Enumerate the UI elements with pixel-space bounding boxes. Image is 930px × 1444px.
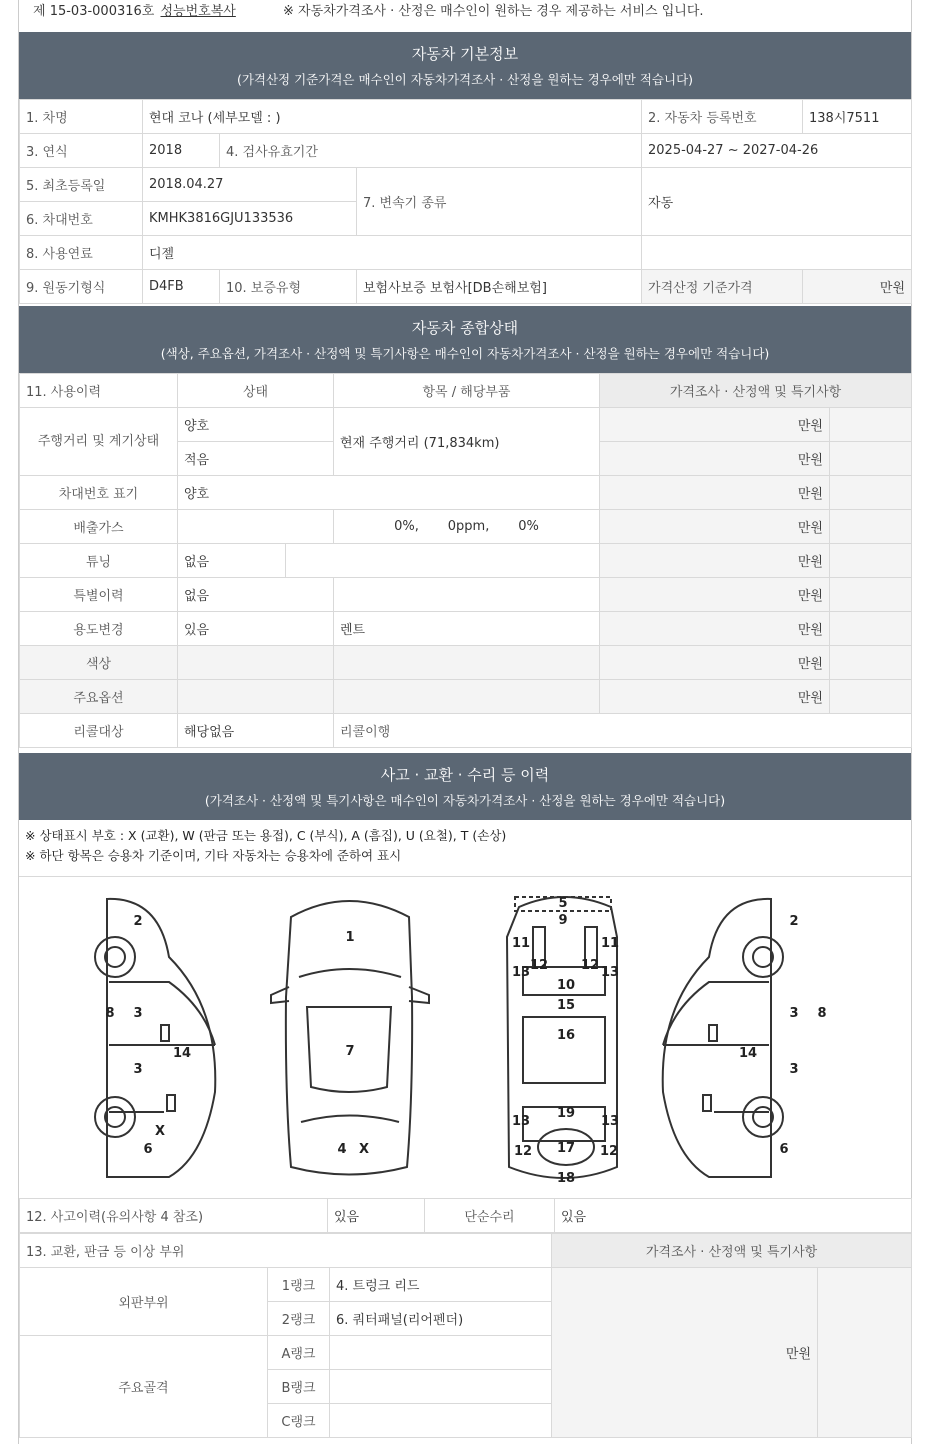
diagram-label-14: 14 [172, 1046, 192, 1061]
diagram-label-18: 18 [556, 1171, 576, 1186]
diagram-label-14r: 14 [738, 1046, 758, 1061]
status-symbol-notes [25, 826, 506, 866]
rank-a-value [330, 1336, 552, 1370]
diagram-label-17: 17 [556, 1141, 576, 1156]
diagram-label-12c: 12 [513, 1144, 533, 1159]
diagram-label-3b: 3 [133, 1062, 143, 1077]
overall-status-header [19, 306, 911, 373]
special-history-note [830, 578, 912, 612]
fuel-value: 디젤 [143, 236, 642, 270]
diagram-label-12d: 12 [599, 1144, 619, 1159]
usage-change-price: 만원 [600, 612, 830, 646]
vin-mark-label: 차대번호 표기 [20, 476, 178, 510]
diagram-label-6r: 6 [779, 1142, 789, 1157]
main-options-label: 주요옵션 [20, 680, 178, 714]
transmission-value: 자동 [642, 168, 912, 236]
diagram-label-16: 16 [556, 1028, 576, 1043]
year-value: 2018 [143, 134, 220, 168]
mileage-note-2 [830, 442, 912, 476]
diagram-label-12b: 12 [580, 958, 600, 973]
vin-value: KMHK3816GJU133536 [143, 202, 357, 236]
tuning-label: 튜닝 [20, 544, 178, 578]
emission-item: 0%, 0ppm, 0% [334, 510, 600, 544]
diagram-label-13c: 13 [511, 1114, 531, 1129]
replaced-parts-label: 13. 교환, 판금 등 이상 부위 [20, 1234, 552, 1268]
simple-repair-value: 있음 [555, 1199, 912, 1233]
replaced-parts-price-header: 가격조사 · 산정액 및 특기사항 [552, 1234, 912, 1268]
rank-b-label: B랭크 [268, 1370, 330, 1404]
mileage-note-1 [830, 408, 912, 442]
diagram-label-8r: 8 [817, 1006, 827, 1021]
rank-c-value [330, 1404, 552, 1438]
rank-2-value: 6. 쿼터패널(리어펜더) [330, 1302, 552, 1336]
diagram-label-7: 7 [345, 1044, 355, 1059]
right-side-view [663, 899, 783, 1177]
diagram-label-3r: 3 [789, 1006, 799, 1021]
diagram-label-9: 9 [558, 913, 568, 928]
overall-status-table [19, 373, 912, 748]
diagram-label-5: 5 [558, 896, 568, 911]
diagram-label-1: 1 [345, 930, 355, 945]
diagram-label-15: 15 [556, 998, 576, 1013]
mileage-price-1: 만원 [600, 408, 830, 442]
mileage-status-1: 양호 [178, 408, 334, 442]
base-price-label: 가격산정 기준가격 [642, 270, 803, 304]
diagram-label-8: 8 [105, 1006, 115, 1021]
main-options-status [178, 680, 334, 714]
accident-subtitle: (가격조사 · 산정액 및 특기사항은 매수인이 자동차가격조사 · 산정을 원하는 경우에만 적습니다) [204, 793, 726, 808]
engine-label: 9. 원동기형식 [20, 270, 143, 304]
replaced-parts-note [818, 1268, 912, 1438]
color-price: 만원 [600, 646, 830, 680]
basic-info-header [19, 32, 911, 99]
rank-1-value: 4. 트렁크 리드 [330, 1268, 552, 1302]
color-label: 색상 [20, 646, 178, 680]
quarter-panel-mark: X [154, 1124, 166, 1139]
mileage-label: 주행거리 및 계기상태 [20, 408, 178, 476]
emission-status [178, 510, 334, 544]
overall-status-title: 자동차 종합상태 [411, 319, 519, 337]
usage-change-label: 용도변경 [20, 612, 178, 646]
inspection-period-value: 2025-04-27 ~ 2027-04-26 [642, 134, 912, 168]
plate-label: 2. 자동차 등록번호 [642, 100, 803, 134]
report-page [18, 0, 912, 1444]
diagram-label-13: 13 [511, 965, 531, 980]
diagram-label-3rb: 3 [789, 1062, 799, 1077]
inspection-period-label: 4. 검사유효기간 [220, 134, 642, 168]
basic-info-table [19, 99, 912, 304]
simple-repair-label: 단순수리 [425, 1199, 555, 1233]
mileage-item: 현재 주행거리 (71,834km) [334, 408, 600, 476]
vin-mark-price: 만원 [600, 476, 830, 510]
recall-status: 해당없음 [178, 714, 334, 748]
usage-change-status: 있음 [178, 612, 334, 646]
color-note [830, 646, 912, 680]
vin-mark-status: 양호 [178, 476, 600, 510]
car-name-label: 1. 차명 [20, 100, 143, 134]
top-line [33, 0, 704, 20]
item-header: 항목 / 해당부품 [334, 374, 600, 408]
basic-info-title: 자동차 기본정보 [411, 45, 519, 63]
main-options-item [334, 680, 600, 714]
outer-panel-label: 외판부위 [20, 1268, 268, 1336]
tuning-price: 만원 [600, 544, 830, 578]
special-history-label: 특별이력 [20, 578, 178, 612]
recall-label: 리콜대상 [20, 714, 178, 748]
color-status [178, 646, 334, 680]
diagram-label-3: 3 [133, 1006, 143, 1021]
warranty-label: 10. 보증유형 [220, 270, 357, 304]
symbol-legend-note: ※ 상태표시 부호 : X (교환), W (판금 또는 용접), C (부식), A (흠집), U (요철), T (손상) [25, 828, 507, 843]
accident-header [19, 753, 911, 820]
rank-b-value [330, 1370, 552, 1404]
year-label: 3. 연식 [20, 134, 143, 168]
replaced-parts-price: 만원 [552, 1268, 818, 1438]
recall-item: 리콜이행 [334, 714, 912, 748]
rank-2-label: 2랭크 [268, 1302, 330, 1336]
fuel-empty [642, 236, 912, 270]
main-options-price: 만원 [600, 680, 830, 714]
basic-info-subtitle: (가격산정 기준가격은 매수인이 자동차가격조사 · 산정을 원하는 경우에만 적습니다) [236, 72, 694, 87]
passenger-car-note: ※ 하단 항목은 승용차 기준이며, 기타 자동차는 승용차에 준하여 표시 [25, 848, 402, 863]
mileage-status-2: 적음 [178, 442, 334, 476]
car-name-value: 현대 코나 (세부모델 : ) [143, 100, 642, 134]
diagram-label-10: 10 [556, 978, 576, 993]
accident-history-table [19, 1198, 912, 1233]
vin-mark-note [830, 476, 912, 510]
diagram-label-12: 12 [529, 958, 549, 973]
emission-price: 만원 [600, 510, 830, 544]
accident-title: 사고 · 교환 · 수리 등 이력 [380, 766, 550, 784]
main-options-note [830, 680, 912, 714]
car-diagram-svg [19, 877, 911, 1199]
special-history-status: 없음 [178, 578, 334, 612]
emission-label: 배출가스 [20, 510, 178, 544]
diagram-label-2: 2 [133, 914, 143, 929]
engine-value: D4FB [143, 270, 220, 304]
fuel-label: 8. 사용연료 [20, 236, 143, 270]
vin-label: 6. 차대번호 [20, 202, 143, 236]
diagram-label-13b: 13 [600, 965, 620, 980]
diagram-label-13d: 13 [600, 1114, 620, 1129]
accident-history-label: 12. 사고이력(유의사항 4 참조) [20, 1199, 328, 1233]
diagram-label-11: 11 [511, 936, 531, 951]
emission-note [830, 510, 912, 544]
first-registration-value: 2018.04.27 [143, 168, 357, 202]
price-header: 가격조사 · 산정액 및 특기사항 [600, 374, 912, 408]
service-note: ※ 자동차가격조사 · 산정은 매수인이 원하는 경우 제공하는 서비스 입니다. [283, 4, 704, 19]
rank-1-label: 1랭크 [268, 1268, 330, 1302]
status-header: 상태 [178, 374, 334, 408]
diagram-label-2r: 2 [789, 914, 799, 929]
usage-change-note [830, 612, 912, 646]
diagram-label-19: 19 [556, 1106, 576, 1121]
rank-c-label: C랭크 [268, 1404, 330, 1438]
main-frame-label: 주요골격 [20, 1336, 268, 1438]
usage-change-item: 렌트 [334, 612, 600, 646]
tuning-note [830, 544, 912, 578]
registration-number: 제 15-03-000316호 [33, 4, 155, 19]
diagram-label-11b: 11 [600, 936, 620, 951]
copy-number-link[interactable]: 성능번호복사 [160, 4, 236, 19]
diagram-label-4: 4 [337, 1142, 347, 1157]
first-registration-label: 5. 최초등록일 [20, 168, 143, 202]
rank-a-label: A랭크 [268, 1336, 330, 1370]
tuning-item [286, 544, 600, 578]
trunk-lid-mark: X [358, 1142, 370, 1157]
overall-status-subtitle: (색상, 주요옵션, 가격조사 · 산정액 및 특기사항은 매수인이 자동차가격조사 · 산정을 원하는 경우에만 적습니다) [160, 346, 770, 361]
accident-history-value: 있음 [328, 1199, 425, 1233]
replaced-parts-table [19, 1233, 912, 1438]
special-history-item [334, 578, 600, 612]
tuning-status: 없음 [178, 544, 286, 578]
history-header: 11. 사용이력 [20, 374, 178, 408]
mileage-price-2: 만원 [600, 442, 830, 476]
car-damage-diagram [19, 876, 911, 1199]
color-item [334, 646, 600, 680]
special-history-price: 만원 [600, 578, 830, 612]
transmission-label: 7. 변속기 종류 [357, 168, 642, 236]
diagram-label-6: 6 [143, 1142, 153, 1157]
warranty-value: 보험사보증 보험사[DB손해보험] [357, 270, 642, 304]
base-price-unit: 만원 [803, 270, 912, 304]
plate-value: 138시7511 [803, 100, 912, 134]
